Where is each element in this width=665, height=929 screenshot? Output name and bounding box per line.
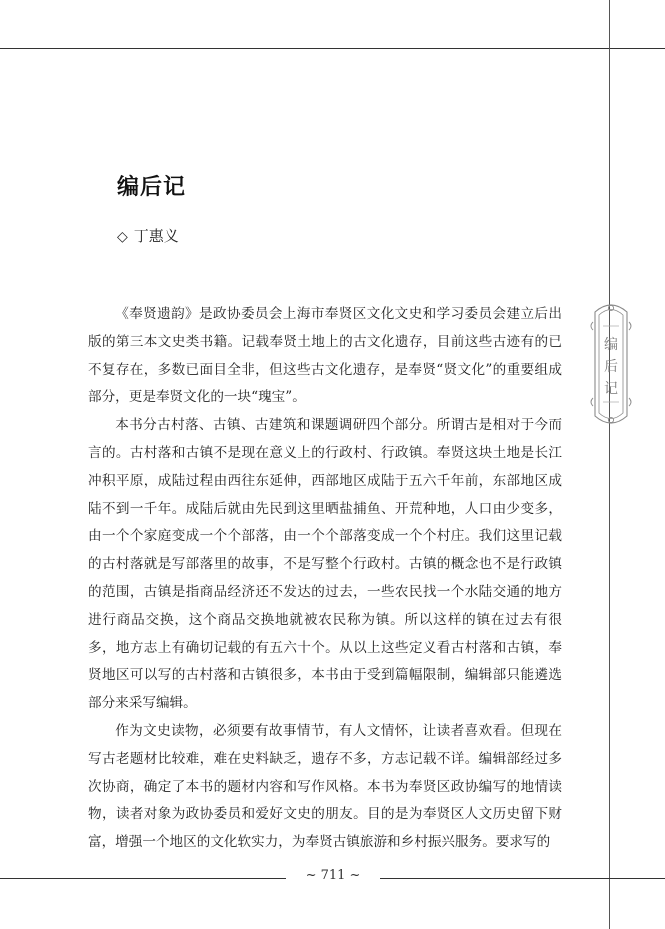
- diamond-icon: ◇: [117, 229, 128, 245]
- footer-rule-left: [0, 878, 286, 879]
- side-tab-char: 后: [604, 359, 618, 375]
- margin-rule: [609, 0, 610, 929]
- page-number: ~ 711 ~: [305, 868, 361, 883]
- author-name: 丁惠义: [133, 227, 179, 245]
- article-body: [88, 301, 562, 857]
- paragraph: 作为文史读物，必须要有故事情节，有人文情怀，让读者喜欢看。但现在写古老题材比较难，难在史料缺乏，遗存不多，方志记载不详。编辑部经过多次协商，确定了本书的题材内容和写作风格。本书为奉贤区政协编写的地情读物，读者对象为政协委员和爱好文史的朋友。目的是为奉贤区人文历史留下财富，增强一个地区的文化软实力，为奉贤古镇旅游和乡村振兴服务。要求写的: [88, 722, 562, 851]
- side-tab-char: 记: [604, 381, 618, 397]
- side-tab-char: 编: [604, 337, 618, 353]
- paragraph: 《奉贤遗韵》是政协委员会上海市奉贤区文化文史和学习委员会建立后出版的第三本文史类书籍。记载奉贤土地上的古文化遗存，目前这些古迹有的已不复存在，多数已面目全非，但这些古文化遗存，是奉贤“贤文化”的重要组成部分，更是奉贤文化的一块“瑰宝”。: [88, 306, 562, 406]
- section-side-tab: [589, 296, 633, 432]
- article-title: 编后记: [117, 175, 187, 200]
- side-tab-label: [589, 334, 633, 400]
- author-line: [117, 225, 179, 246]
- paragraph: 本书分古村落、古镇、古建筑和课题调研四个部分。所谓古是相对于今而言的。古村落和古镇不是现在意义上的行政村、行政镇。奉贤这块土地是长江冲积平原，成陆过程由西往东延伸，西部地区成陆于五六千年前，东部地区成陆不到一千年。成陆后就由先民到这里晒盐捕鱼、开荒种地，人口由少变多，由一个个家庭变成一个个部落，由一个个部落变成一个个村庄。我们这里记载的古村落就是写部落里的故事，不是写整个行政村。古镇的概念也不是行政镇的范围，古镇是指商品经济还不发达的过去，一些农民找一个水陆交通的地方进行商品交换，这个商品交换地就被农民称为镇。所以这样的镇在过去有很多，地方志上有确切记载的有五六十个。从以上这些定义看古村落和古镇，奉贤地区可以写的古村落和古镇很多，本书由于受到篇幅限制，编辑部只能遴选部分来采写编辑。: [88, 417, 562, 712]
- header-rule: [0, 48, 665, 49]
- footer-rule-right: [380, 878, 665, 879]
